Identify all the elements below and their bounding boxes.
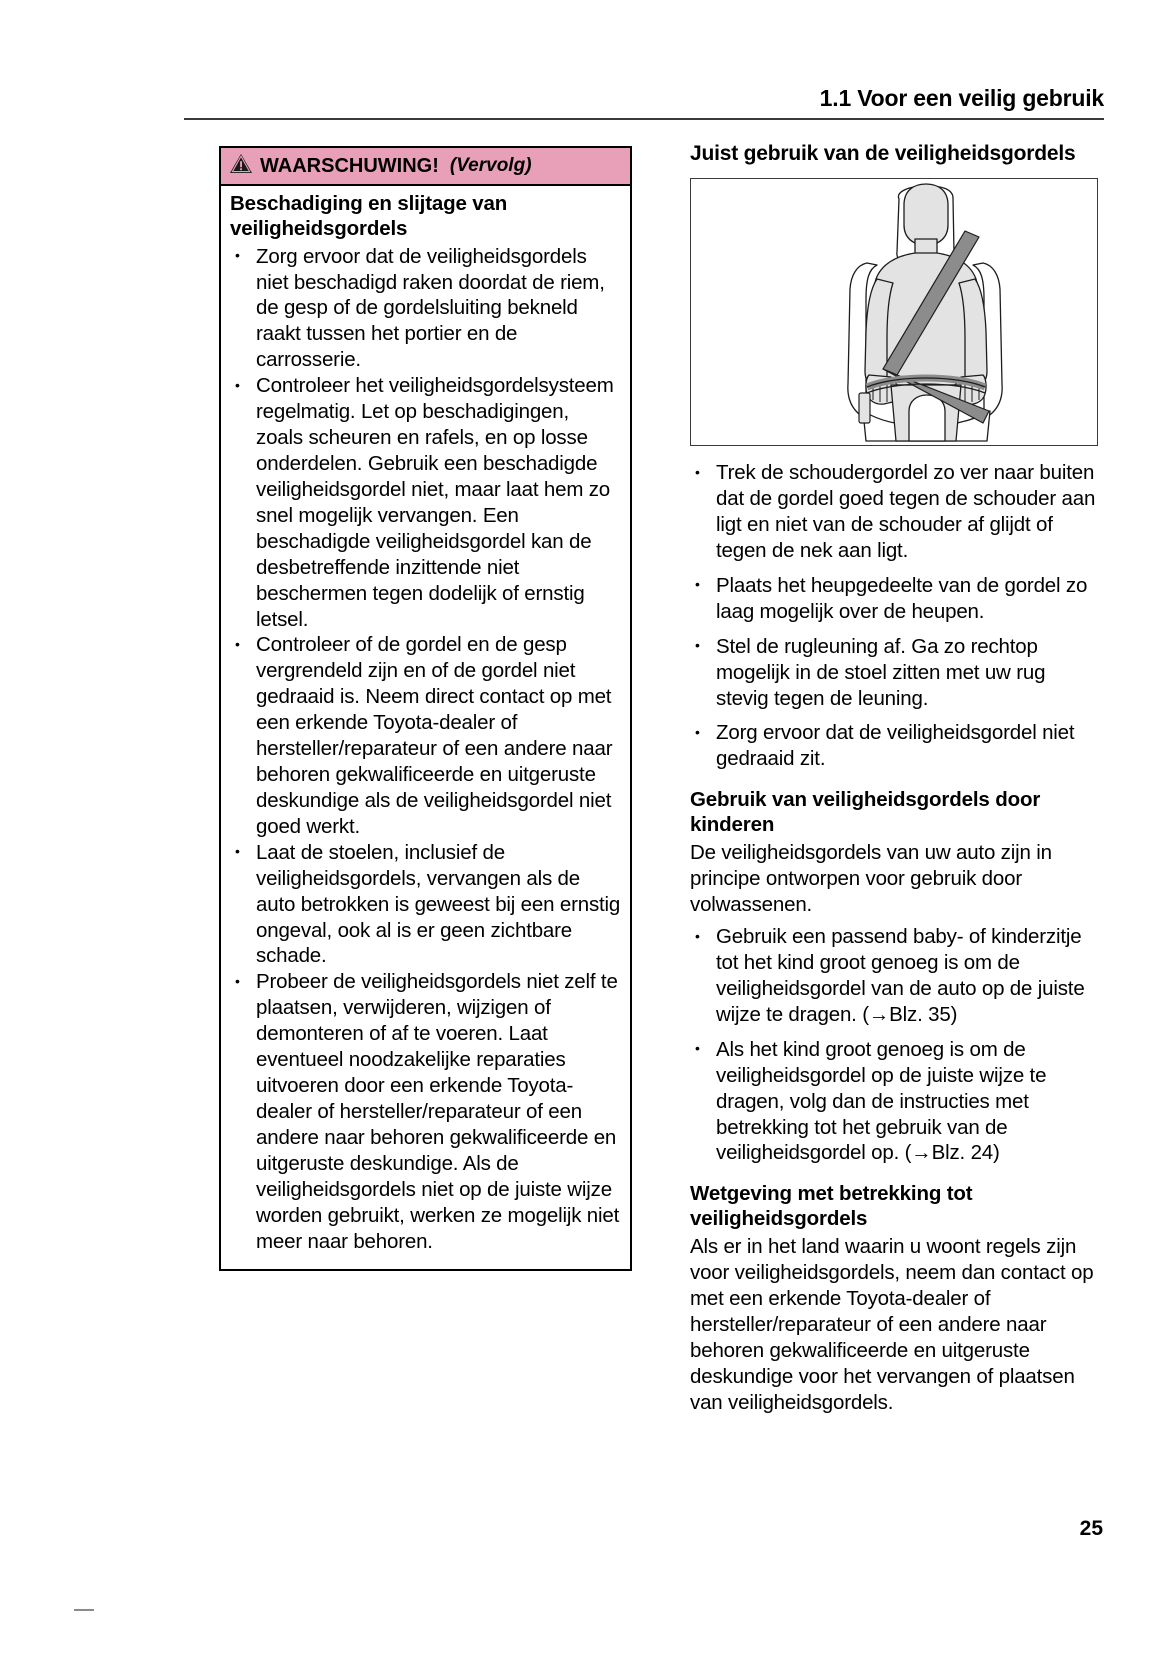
list-item: • Plaats het heupgedeelte van de gordel zo laag mogelijk over de heupen. [690,573,1102,625]
left-column [219,146,632,1271]
seatbelt-usage-illustration [690,178,1098,446]
running-header [184,86,1104,111]
warning-subheading: Beschadiging en slijtage van veiligheidsgordels [230,192,508,240]
warning-box [219,146,632,1271]
list-item: • Zorg ervoor dat de veiligheidsgordel niet gedraaid zit. [690,720,1102,772]
header-divider [184,118,1104,120]
section-heading-children: Gebruik van veiligheidsgordels door kinderen [690,788,1041,837]
page-title: 1.1 Voor een veilig gebruik [819,85,1104,111]
list-item: • Trek de schoudergordel zo ver naar buiten dat de gordel goed tegen de schouder aan ligt en niet van de schouder af glijdt of tegen de nek aan ligt. [690,460,1102,564]
children-intro-paragraph: De veiligheidsgordels van uw auto zijn in principe ontworpen voor gebruik door volwassenen. [690,841,1052,917]
list-item: • Probeer de veiligheidsgordels niet zelf te plaatsen, verwijderen, wijzigen of demonteren of af te voeren. Laat eventueel noodzakelijke reparaties uitvoeren door een erkende Toyota-dealer of hersteller/reparateur of een andere naar behoren gekwalificeerde en uitgeruste deskundige. Als de veiligheidsgordels niet op de juiste wijze worden gebruikt, werken ze mogelijk niet meer naar behoren. [230,969,621,1254]
warning-bullet-list [230,244,621,1255]
list-item: • Controleer het veiligheidsgordelsysteem regelmatig. Let op beschadigingen, zoals scheuren en rafels, en op losse onderdelen. Gebruik een beschadigde veiligheidsgordel niet, maar laat hem zo snel mogelijk vervangen. Een beschadigde veiligheidsgordel kan de desbetreffende inzittende niet beschermen tegen dodelijk of ernstig letsel. [230,373,621,632]
list-item: • Laat de stoelen, inclusief de veiligheidsgordels, vervangen als de auto betrokken is geweest bij een ernstig ongeval, ook al is er geen zichtbare schade. [230,840,621,970]
list-item: • Controleer of de gordel en de gesp vergrendeld zijn en of de gordel niet gedraaid is. Neem direct contact op met een erkende Toyota-dealer of hersteller/reparateur of een andere naar behoren gekwalificeerde en uitgeruste deskundige als de veiligheidsgordel niet goed werkt. [230,632,621,839]
section-heading-correct-use: Juist gebruik van de veiligheidsgordels [690,142,1076,165]
section-heading-legislation: Wetgeving met betrekking tot veiligheidsgordels [690,1182,973,1231]
warning-continued-label: (Vervolg) [449,155,532,176]
warning-box-header [221,148,630,186]
list-item: • Zorg ervoor dat de veiligheidsgordels niet beschadigd raken doordat de riem, de gesp of de gordelsluiting bekneld raakt tussen het portier en de carrosserie. [230,244,621,374]
warning-triangle-icon [229,153,253,179]
warning-title: WAARSCHUWING! [260,154,439,177]
list-item: • Stel de rugleuning af. Ga zo rechtop mogelijk in de stoel zitten met uw rug stevig tegen de leuning. [690,634,1102,712]
children-bullet-list [690,924,1102,1166]
warning-box-body [221,186,630,1269]
right-column [690,142,1102,1416]
crop-mark [74,1609,94,1611]
list-item: • Gebruik een passend baby- of kinderzitje tot het kind groot genoeg is om de veiligheidsgordel van de auto op de juiste wijze te dragen. (→Blz. 35) [690,924,1102,1028]
legislation-paragraph: Als er in het land waarin u woont regels zijn voor veiligheidsgordels, neem dan contact op met een erkende Toyota-dealer of hersteller/reparateur of een andere naar behoren gekwalificeerde en uitgeruste deskundige voor het vervangen of plaatsen van veiligheidsgordels. [690,1235,1094,1414]
page-number: 25 [1079,1517,1103,1540]
correct-use-bullet-list [690,460,1102,772]
list-item: • Als het kind groot genoeg is om de veiligheidsgordel op de juiste wijze te dragen, volg dan de instructies met betrekking tot het gebruik van de veiligheidsgordel op. (→Blz. 24) [690,1037,1102,1167]
